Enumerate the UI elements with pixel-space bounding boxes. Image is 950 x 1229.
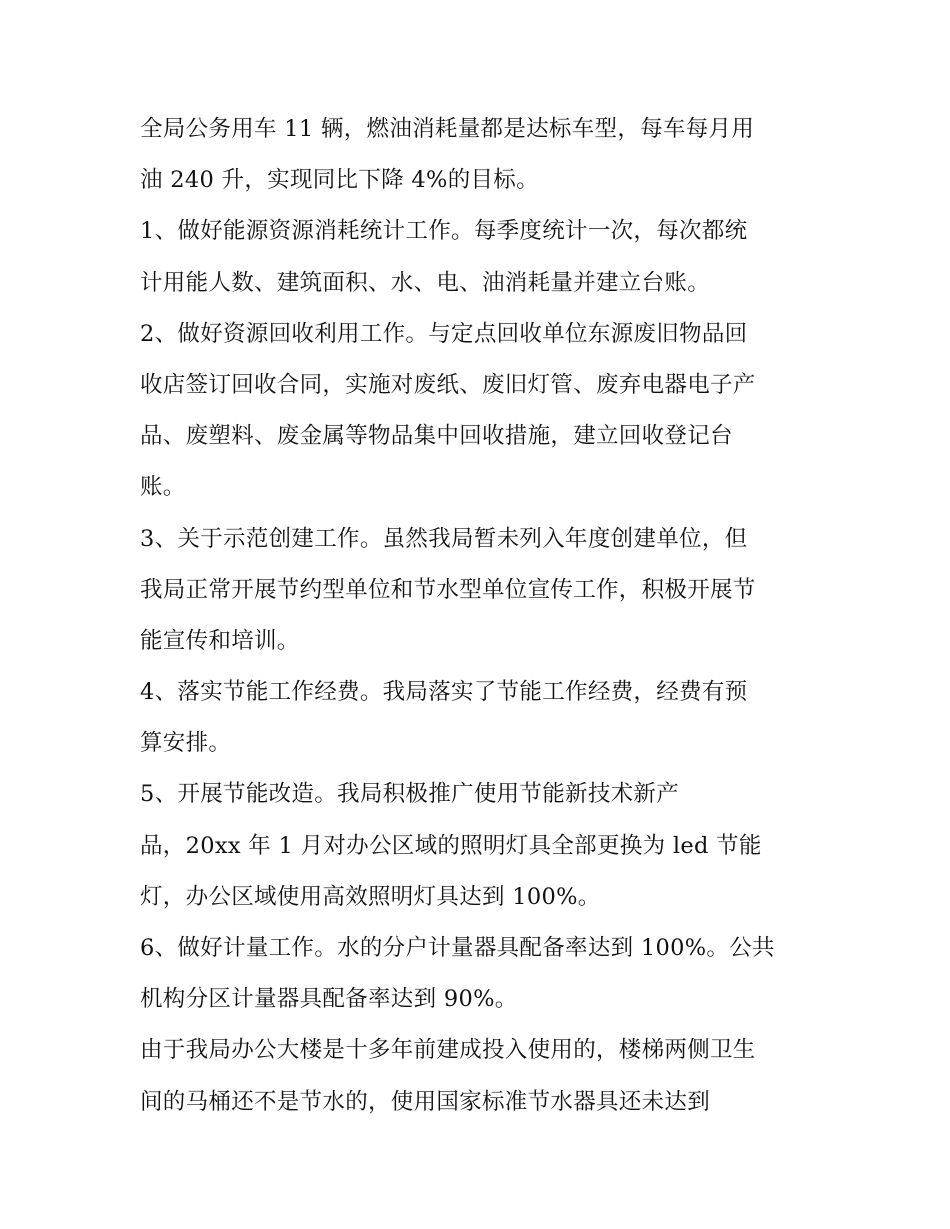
- text-line: 我局正常开展节约型单位和节水型单位宣传工作，积极开展节: [140, 576, 756, 603]
- text-line: 6、做好计量工作。水的分户计量器具配备率达到 100%。公共: [140, 935, 775, 961]
- text-line: 1、做好能源资源消耗统计工作。每季度统计一次，每次都统: [140, 218, 748, 245]
- text-line: 能宣传和培训。: [140, 627, 300, 654]
- document-body: [140, 104, 820, 1128]
- text-line: 算安排。: [140, 730, 232, 757]
- text-line: 机构分区计量器具配备率达到 90%。: [140, 986, 518, 1013]
- text-line: 3、关于示范创建工作。虽然我局暂未列入年度创建单位，但: [140, 525, 748, 552]
- text-line: 计用能人数、建筑面积、水、电、油消耗量并建立台账。: [140, 269, 711, 296]
- text-line: 全局公务用车 11 辆，燃油消耗量都是达标车型，每车每月用: [140, 116, 755, 142]
- text-line: 间的马桶还不是节水的，使用国家标准节水器具还未达到: [140, 1088, 711, 1115]
- text-line: 品，20xx 年 1 月对办公区域的照明灯具全部更换为 led 节能: [140, 832, 762, 859]
- text-line: 账。: [140, 474, 186, 501]
- text-line: 5、开展节能改造。我局积极推广使用节能新技术新产: [140, 781, 680, 808]
- text-line: 油 240 升，实现同比下降 4%的目标。: [140, 167, 539, 194]
- text-line: 品、废塑料、废金属等物品集中回收措施，建立回收登记台: [140, 423, 733, 450]
- text-line: 2、做好资源回收利用工作。与定点回收单位东源废旧物品回: [140, 320, 748, 347]
- text-line: 4、落实节能工作经费。我局落实了节能工作经费，经费有预: [140, 679, 748, 706]
- text-line: 由于我局办公大楼是十多年前建成投入使用的，楼梯两侧卫生: [140, 1037, 756, 1064]
- text-line: 灯，办公区域使用高效照明灯具达到 100%。: [140, 883, 601, 910]
- text-line: 收店签订回收合同，实施对废纸、废旧灯管、废弃电器电子产: [140, 371, 756, 398]
